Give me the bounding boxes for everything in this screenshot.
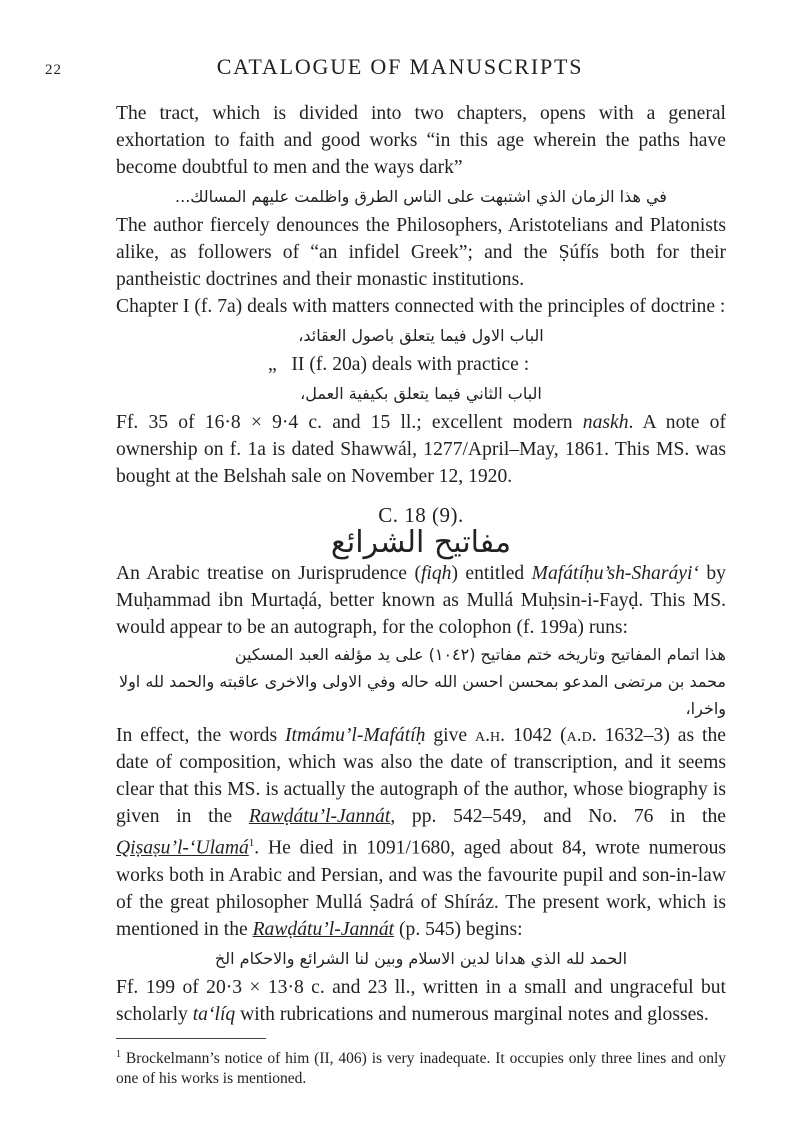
running-head: CATALOGUE OF MANUSCRIPTS xyxy=(216,54,584,79)
text-run: 1632–3) as the date of composition, which was also the date of transcription, and it seems clear that this MS. is actually the autograph of the author, whose biography is given in the xyxy=(116,725,726,827)
footnote xyxy=(116,1045,726,1089)
paragraph-treatise-description xyxy=(116,560,726,641)
paragraph-date-analysis xyxy=(116,722,726,943)
italic-term: naskh xyxy=(582,412,629,433)
text-run: In effect, the words xyxy=(116,725,285,746)
text-run: with rubrications and numerous marginal notes and glosses. xyxy=(235,1003,709,1025)
colophon-line: هذا اتمام المفاتيح وتاريخه ختم مفاتيح (١٠٤٢) على يد مؤلفه العبد المسكين xyxy=(234,645,726,664)
paragraph-physical-description xyxy=(116,409,726,490)
text-run: give xyxy=(425,725,475,746)
arabic-chapter-2-title: الباب الثاني فيما يتعلق بكيفية العمل، xyxy=(300,384,542,403)
chapter-1-text: Chapter I (f. 7a) deals with matters connected with the principles of doctrine : xyxy=(116,296,726,317)
footnote-number: 1 xyxy=(116,1048,121,1060)
ditto-mark: „ xyxy=(268,354,277,375)
italic-title: Qiṣaṣu’l-‘Ulamá xyxy=(116,837,249,859)
page-body xyxy=(116,100,726,1089)
text-run: An Arabic treatise on Jurisprudence ( xyxy=(116,563,421,584)
text-run: , pp. 542–549, and No. 76 in the xyxy=(390,806,726,827)
text-run: ) entitled xyxy=(451,563,532,584)
colophon-line: واخرا، xyxy=(685,699,726,718)
paragraph-chapter-2 xyxy=(116,351,726,378)
italic-title: Itmámu’l-Mafátíḥ xyxy=(285,725,426,746)
italic-title: Rawḍátu’l-Jannát xyxy=(252,918,395,940)
footnote-text: Brockelmann’s notice of him (II, 406) is very inadequate. It occupies only three lines and only one of his works is mentioned. xyxy=(116,1049,726,1087)
italic-title: Mafátíḥu’sh-Sharáyi‘ xyxy=(531,563,699,584)
footnote-rule xyxy=(116,1038,266,1039)
page-number: 22 xyxy=(45,62,62,78)
arabic-work-title: مفاتيح الشرائع xyxy=(330,525,512,560)
colophon-line: محمد بن مرتضى المدعو بمحسن احسن الله حاله وفي الاولى والاخرى عاقبته والحمد لله اولا xyxy=(118,672,726,691)
paragraph-author-denounces: The author fiercely denounces the Philosophers, Aristotelians and Platonists alike, as followers of “an infidel Greek”; and the Ṣúfís both for their pantheistic doctrines and their monastic institutions. xyxy=(116,215,726,290)
shelfmark-heading: C. 18 (9). xyxy=(378,503,464,527)
paragraph-intro: The tract, which is divided into two chapters, opens with a general exhortation to faith and good works “in this age wherein the paths have become doubtful to men and the ways dark” xyxy=(116,103,726,178)
italic-title: Rawḍátu’l-Jannát xyxy=(248,806,391,827)
small-caps-era: a.h. xyxy=(475,725,506,746)
text-run: by Muḥammad ibn Murtaḍá, better known as Mullá Muḥsin-i-Fayḍ. This MS. would appear to be an autograph, for the colophon (f. 199a) runs: xyxy=(116,563,726,638)
text-run: (p. 545) begins: xyxy=(394,918,523,940)
arabic-quotation-1: في هذا الزمان الذي اشتبهت على الناس الطرق واظلمت عليهم المسالك... xyxy=(175,187,667,206)
arabic-incipit: الحمد لله الذي هدانا لدين الاسلام وبين لنا الشرائع والاحكام الخ xyxy=(214,948,628,968)
text-run: Ff. 35 of 16·8 × 9·4 c. and 15 ll.; excellent modern xyxy=(116,412,583,433)
arabic-colophon xyxy=(116,641,726,722)
paragraph-physical-description-2 xyxy=(116,974,726,1028)
text-run: Ff. 199 of 20·3 × 13·8 c. and 23 ll., written in a small and ungraceful but scholarly xyxy=(116,976,726,1025)
chapter-2-text: II (f. 20a) deals with practice : xyxy=(291,354,530,375)
italic-term: fiqh xyxy=(420,563,452,584)
text-run: . A note of ownership on f. 1a is dated Shawwál, 1277/April–May, 1861. This MS. was bought at the Belshah sale on November 12, 1920. xyxy=(116,412,727,487)
arabic-chapter-1-title: الباب الاول فيما يتعلق باصول العقائد، xyxy=(298,326,544,345)
italic-term: ta‘líq xyxy=(192,1003,236,1025)
paragraph-chapter-1 xyxy=(116,293,726,320)
footnote-marker: 1 xyxy=(248,837,255,849)
text-run: . He died in 1091/1680, aged about 84, wrote numerous works both in Arabic and Persian, and was the favourite pupil and son-in-law of the great philosopher Mullá Ṣadrá of Shíráz. The present work, which is mentioned in the xyxy=(116,837,726,940)
small-caps-era: a.d. xyxy=(566,725,597,746)
text-run: 1042 ( xyxy=(505,725,567,746)
